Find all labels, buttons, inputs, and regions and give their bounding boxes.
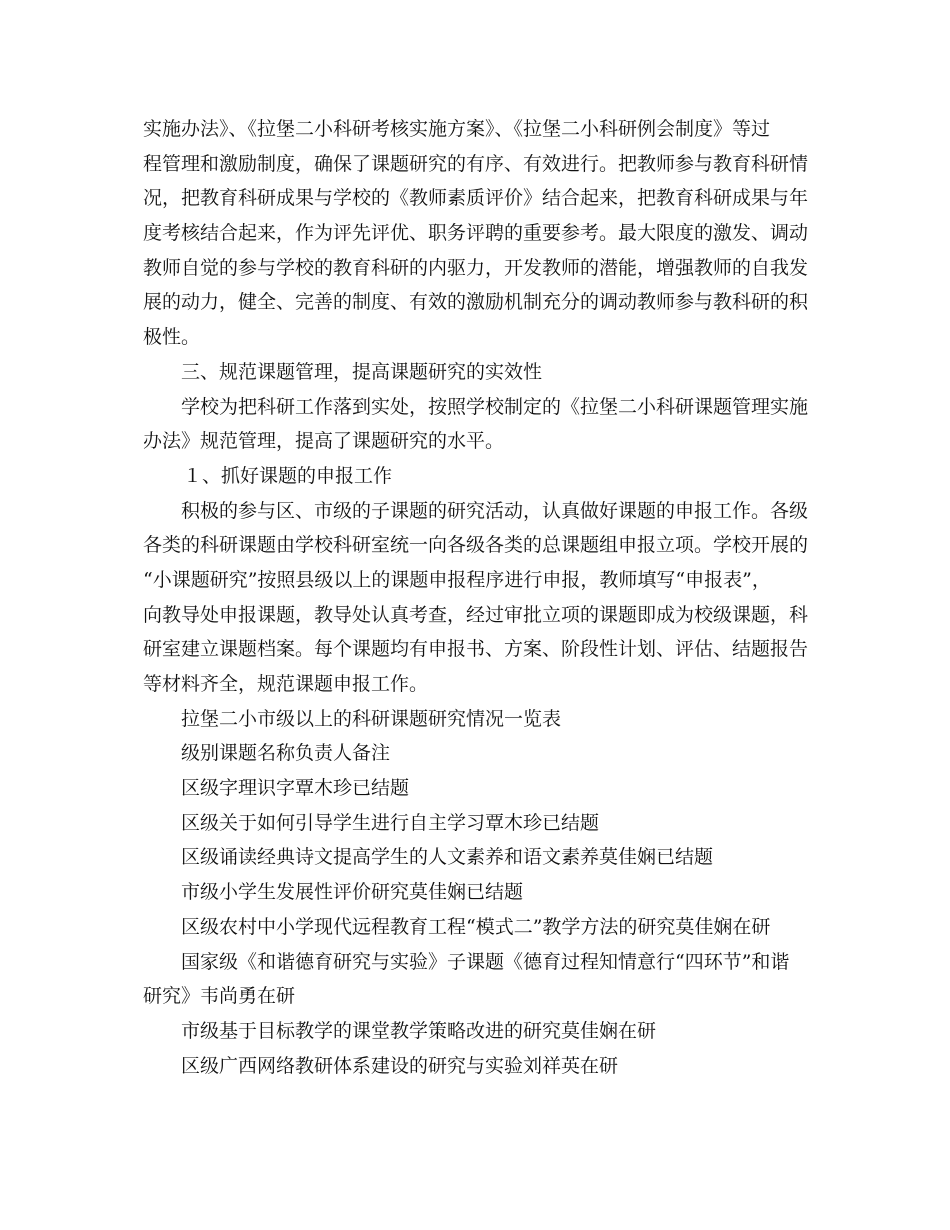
paragraph-line: 办法》规范管理，提高了课题研究的水平。 bbox=[143, 430, 505, 453]
paragraph-line: 教师自觉的参与学校的教育科研的内驱力，开发教师的潜能，增强教师的自我发 bbox=[143, 256, 809, 279]
paragraph-line: 各类的科研课题由学校科研室统一向各级各类的总课题组申报立项。学校开展的 bbox=[143, 534, 809, 557]
table-row: 市级基于目标教学的课堂教学策略改进的研究莫佳娴在研 bbox=[181, 1019, 657, 1042]
table-row: 区级字理识字覃木珍已结题 bbox=[181, 777, 410, 800]
paragraph-line: 度考核结合起来，作为评先评优、职务评聘的重要参考。最大限度的激发、调动 bbox=[143, 222, 809, 245]
paragraph-line: 研室建立课题档案。每个课题均有申报书、方案、阶段性计划、评估、结题报告 bbox=[143, 638, 809, 661]
table-row: 区级诵读经典诗文提高学生的人文素养和语文素养莫佳娴已结题 bbox=[181, 846, 714, 869]
paragraph-line: “小课题研究”按照县级以上的课题申报程序进行申报，教师填写“申报表”， bbox=[143, 568, 771, 591]
paragraph-line: 学校为把科研工作落到实处，按照学校制定的《拉堡二小科研课题管理实施 bbox=[181, 395, 809, 418]
table-row: 区级广西网络教研体系建设的研究与实验刘祥英在研 bbox=[181, 1054, 619, 1077]
table-row-continuation: 研究》韦尚勇在研 bbox=[143, 985, 296, 1008]
paragraph-line: 况，把教育科研成果与学校的《教师素质评价》结合起来，把教育科研成果与年 bbox=[143, 187, 809, 210]
paragraph-line: 展的动力，健全、完善的制度、有效的激励机制充分的调动教师参与教科研的积 bbox=[143, 291, 809, 314]
table-row: 区级农村中小学现代远程教育工程“模式二”教学方法的研究莫佳娴在研 bbox=[181, 915, 771, 938]
section-heading: 三、规范课题管理，提高课题研究的实效性 bbox=[181, 360, 543, 383]
subsection-heading: １、抓好课题的申报工作 bbox=[183, 464, 393, 487]
paragraph-line: 向教导处申报课题，教导处认真考查，经过审批立项的课题即成为校级课题，科 bbox=[143, 603, 809, 626]
table-row: 区级关于如何引导学生进行自主学习覃木珍已结题 bbox=[181, 811, 600, 834]
paragraph-line: 程管理和激励制度，确保了课题研究的有序、有效进行。把教师参与教育科研情 bbox=[143, 152, 809, 175]
table-row: 市级小学生发展性评价研究莫佳娴已结题 bbox=[181, 881, 524, 904]
table-header-row: 级别课题名称负责人备注 bbox=[181, 742, 391, 765]
table-row: 国家级《和谐德育研究与实验》子课题《德育过程知情意行“四环节”和谐 bbox=[181, 950, 790, 973]
paragraph-line: 等材料齐全，规范课题申报工作。 bbox=[143, 673, 429, 695]
paragraph-line: 积极的参与区、市级的子课题的研究活动，认真做好课题的申报工作。各级 bbox=[181, 499, 809, 522]
table-title: 拉堡二小市级以上的科研课题研究情况一览表 bbox=[181, 707, 562, 730]
document-body bbox=[143, 112, 809, 1083]
paragraph-line: 极性。 bbox=[143, 326, 201, 349]
paragraph-line: 实施办法》、《拉堡二小科研考核实施方案》、《拉堡二小科研例会制度》等过 bbox=[143, 118, 771, 140]
